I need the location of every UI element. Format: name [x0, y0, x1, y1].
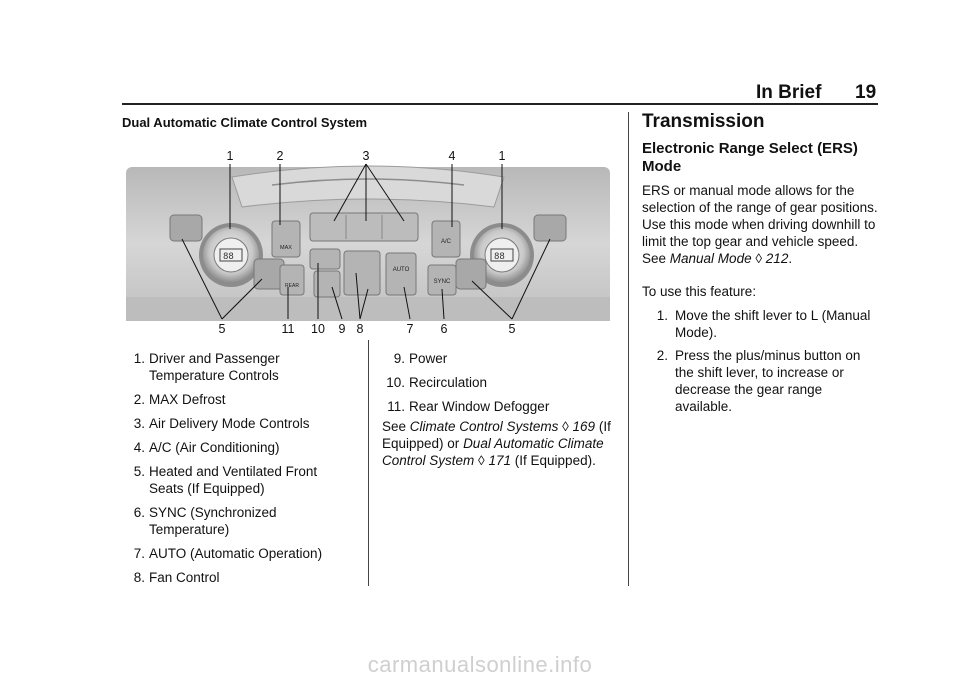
- ref-page-212[interactable]: 212: [765, 251, 789, 266]
- passenger-ventilated-seat-button[interactable]: [456, 259, 486, 289]
- ref-symbol: ◊: [562, 419, 569, 434]
- column-divider-right: [628, 112, 629, 586]
- panel-bottom: [126, 297, 610, 321]
- ref-symbol: ◊: [478, 453, 485, 468]
- legend-item: 9. Power: [393, 351, 448, 366]
- section-heading: Transmission: [642, 111, 765, 132]
- subsection-heading: Electronic Range Select (ERS) Mode: [642, 140, 858, 175]
- svg-text:SYNC: SYNC: [433, 279, 451, 285]
- step-item: 2. Press the plus/minus button on the shift lever, to increase or decrease the gear range available.: [656, 348, 861, 414]
- callout-7: 7: [406, 322, 414, 336]
- auto-button[interactable]: [386, 253, 416, 295]
- steps-list: [642, 307, 882, 421]
- callout-4: 4: [448, 149, 456, 163]
- header-rule: [122, 103, 878, 105]
- legend-item: 4. A/C (Air Conditioning): [133, 440, 280, 455]
- legend-item: 6. SYNC (Synchronized Temperature): [133, 505, 277, 537]
- legend-item: 3. Air Delivery Mode Controls: [133, 416, 310, 431]
- max-defrost-button[interactable]: [272, 221, 300, 257]
- driver-heated-seat-button[interactable]: [170, 215, 202, 241]
- column-divider-left: [368, 340, 369, 586]
- callout-3: 3: [362, 149, 370, 163]
- feature-intro: To use this feature:: [642, 284, 757, 299]
- legend-list-left: [122, 350, 352, 593]
- climate-control-illustration: [122, 147, 614, 337]
- legend-item: 7. AUTO (Automatic Operation): [133, 546, 323, 561]
- ref-symbol: ◊: [755, 251, 763, 266]
- rear-defog-button[interactable]: [280, 265, 304, 295]
- callout-6: 6: [440, 322, 448, 336]
- driver-temperature-knob[interactable]: [199, 223, 263, 287]
- legend-item: 11. Rear Window Defogger: [387, 399, 550, 414]
- ref-page-171[interactable]: 171: [488, 453, 512, 468]
- passenger-heated-seat-button[interactable]: [534, 215, 566, 241]
- figure-title: Dual Automatic Climate Control System: [122, 115, 368, 130]
- legend-item: 10. Recirculation: [386, 375, 488, 390]
- svg-text:MAX: MAX: [280, 245, 292, 251]
- legend-item: 8. Fan Control: [133, 570, 220, 585]
- see-also-text: See Climate Control Systems ◊ 169 (If Equipped) or Dual Automatic Climate Control System ◊ 171 (If Equipped).: [382, 419, 611, 468]
- callout-10: 10: [311, 322, 325, 336]
- ref-manual-mode[interactable]: Manual Mode: [669, 251, 752, 266]
- ref-page-169[interactable]: 169: [572, 419, 596, 434]
- ref-climate-control-systems[interactable]: Climate Control Systems: [409, 419, 559, 434]
- watermark: carmanualsonline.info: [367, 652, 593, 677]
- legend-item: 1. Driver and Passenger Temperature Controls: [133, 351, 280, 383]
- callout-1-left: 1: [226, 149, 234, 163]
- page-number: 19: [855, 82, 877, 103]
- step-item: 1. Move the shift lever to L (Manual Mode).: [656, 308, 871, 340]
- legend-item: 2. MAX Defrost: [133, 392, 226, 407]
- ref-dual-automatic-climate[interactable]: Dual Automatic Climate Control System: [382, 436, 604, 468]
- fan-control-buttons[interactable]: [344, 251, 380, 295]
- svg-text:88: 88: [223, 252, 234, 262]
- section-title: In Brief: [756, 82, 822, 103]
- ers-paragraph: ERS or manual mode allows for the selection of the range of gear positions. Use this mode when driving downhill to limit the top gear and vehicle speed. See Manual Mode ◊ 212.: [642, 183, 878, 266]
- callout-11: 11: [281, 322, 295, 336]
- svg-text:AUTO: AUTO: [392, 267, 410, 273]
- svg-text:A/C: A/C: [440, 239, 452, 245]
- callout-5-left: 5: [218, 322, 226, 336]
- svg-text:REAR: REAR: [285, 283, 299, 289]
- callout-2: 2: [276, 149, 284, 163]
- recirculation-button[interactable]: [310, 249, 340, 269]
- callout-9: 9: [338, 322, 346, 336]
- callout-1-right: 1: [498, 149, 506, 163]
- callout-8: 8: [356, 322, 364, 336]
- page-header: [0, 0, 960, 104]
- svg-text:88: 88: [494, 252, 505, 262]
- callout-5-right: 5: [508, 322, 516, 336]
- legend-list-right: [382, 350, 612, 422]
- legend-item: 5. Heated and Ventilated Front Seats (If Equipped): [133, 464, 318, 496]
- ac-button[interactable]: [432, 221, 460, 257]
